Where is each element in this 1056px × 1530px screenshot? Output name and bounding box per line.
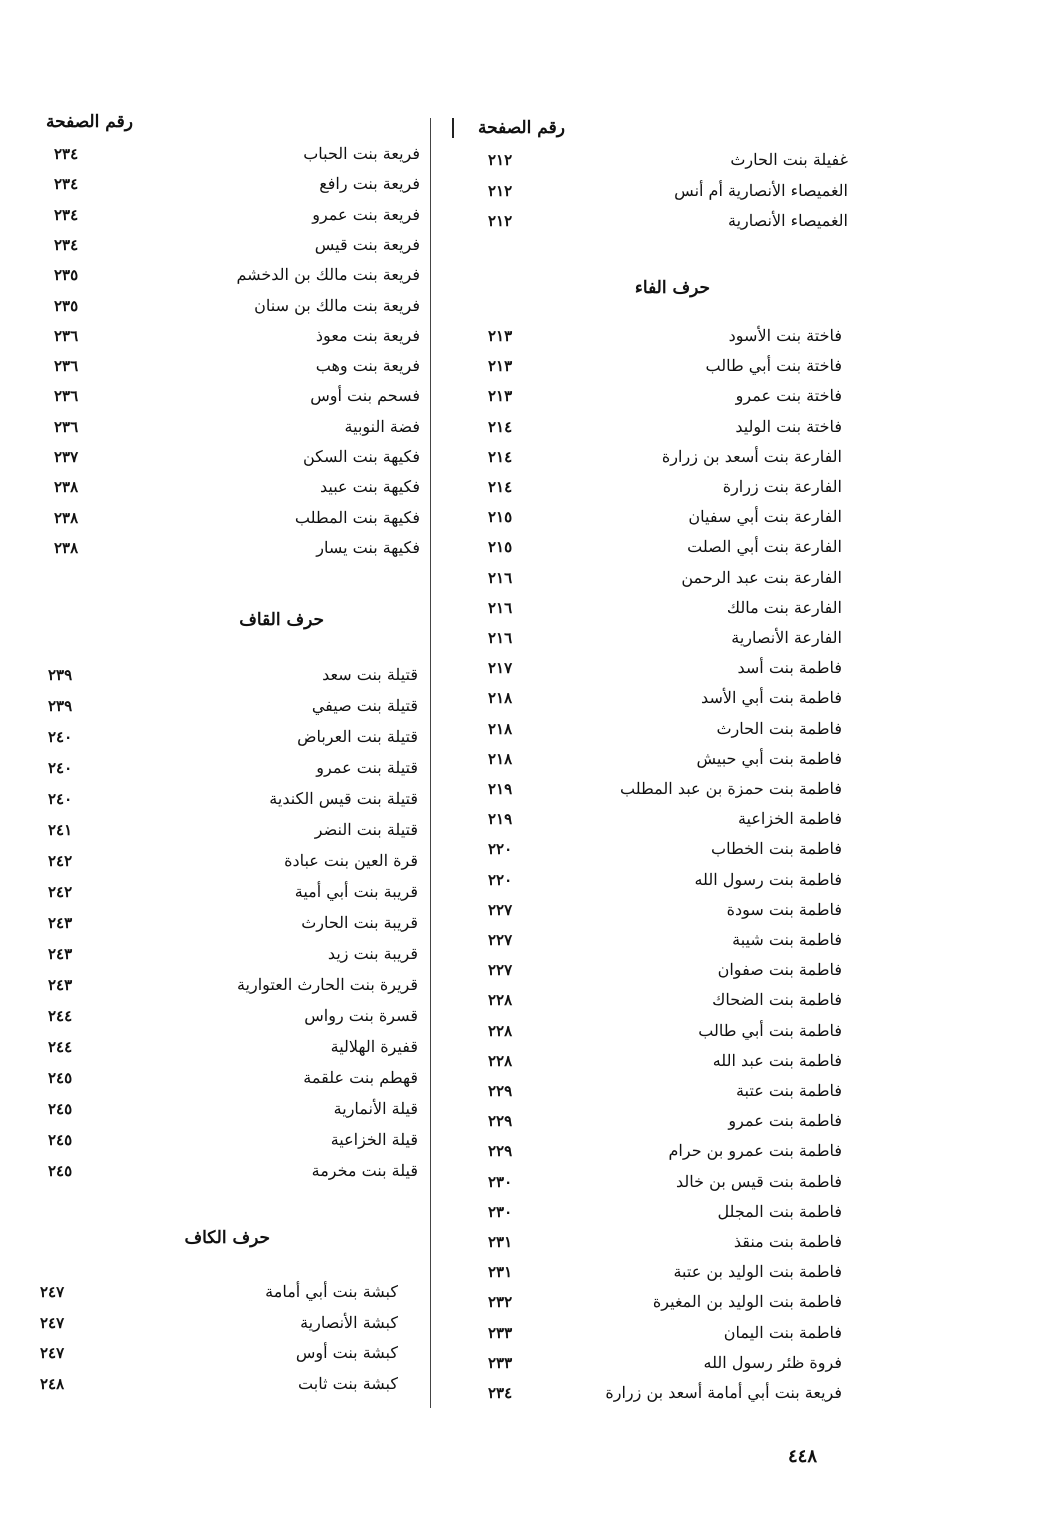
index-entry bbox=[40, 694, 420, 724]
entry-name: فاطمة بنت منقذ bbox=[733, 1232, 842, 1251]
entry-page-number: ٢٢٩ bbox=[488, 1142, 513, 1161]
entry-name: قريبة بنت أبي أمية bbox=[294, 882, 418, 901]
entry-name: فاطمة بنت المجلل bbox=[717, 1201, 842, 1221]
entry-name: فسحم بنت أوس bbox=[310, 386, 420, 406]
index-entry bbox=[440, 928, 860, 958]
entry-page-number: ٢٢٩ bbox=[488, 1082, 513, 1100]
entry-page-number: ٢١٢ bbox=[488, 181, 513, 200]
entry-page-number: ٢١٥ bbox=[488, 538, 513, 557]
index-entry bbox=[40, 1159, 420, 1189]
entry-name: فاطمة بنت شيبة bbox=[732, 930, 842, 949]
entry-page-number: ٢٣٩ bbox=[48, 666, 73, 684]
index-entry bbox=[40, 942, 420, 972]
entry-page-number: ٢٣٨ bbox=[54, 538, 79, 557]
index-entry bbox=[440, 958, 860, 988]
index-entry bbox=[40, 263, 420, 293]
entry-page-number: ٢١٨ bbox=[488, 689, 513, 708]
index-entry bbox=[40, 172, 420, 202]
index-entry bbox=[40, 1311, 420, 1341]
entry-page-number: ٢٢٧ bbox=[488, 931, 513, 949]
index-entry bbox=[440, 354, 860, 384]
index-entry bbox=[40, 725, 420, 755]
entry-name: قتيلة بنت العرباض bbox=[297, 727, 418, 746]
entry-name: فريعة بنت الحباب bbox=[303, 144, 420, 163]
entry-page-number: ٢١٤ bbox=[488, 417, 513, 436]
index-entry bbox=[440, 384, 860, 414]
entry-name: الفارعة بنت أسعد بن زرارة bbox=[661, 446, 842, 466]
entry-page-number: ٢١٥ bbox=[488, 508, 513, 527]
entry-page-number: ٢٤٣ bbox=[48, 945, 73, 963]
entry-page-number: ٢١٣ bbox=[488, 357, 513, 376]
index-entry bbox=[440, 324, 860, 354]
entry-name: كبشة بنت ثابت bbox=[298, 1373, 398, 1393]
index-entry bbox=[440, 148, 860, 178]
entry-name: قريرة بنت الحارث العتوارية bbox=[236, 975, 418, 994]
entry-page-number: ٢٣٤ bbox=[488, 1384, 513, 1402]
entry-page-number: ٢٤٣ bbox=[48, 976, 73, 994]
entry-name: قريبة بنت زيد bbox=[327, 944, 418, 963]
page-number: ٤٤٨ bbox=[788, 1446, 818, 1467]
entry-page-number: ٢٤٢ bbox=[48, 852, 73, 870]
index-entry bbox=[440, 209, 860, 239]
right-page-number-header: رقم الصفحة bbox=[478, 118, 565, 138]
entry-name: فاطمة بنت أسد bbox=[737, 658, 842, 678]
index-entry bbox=[440, 1109, 860, 1139]
entry-name: الفارعة بنت مالك bbox=[726, 597, 842, 617]
entry-name: فاطمة بنت اليمان bbox=[723, 1322, 842, 1342]
entry-name: فريعة بنت أبي أمامة أسعد بن زرارة bbox=[605, 1383, 842, 1402]
entry-name: الفارعة بنت أبي الصلت bbox=[687, 537, 842, 557]
entry-name: قهطم بنت علقمة bbox=[303, 1068, 418, 1087]
entry-name: قتيلة بنت قيس الكندية bbox=[269, 789, 418, 808]
entry-page-number: ٢١٦ bbox=[488, 568, 513, 587]
index-entry bbox=[440, 837, 860, 867]
entry-page-number: ٢٤٨ bbox=[40, 1374, 65, 1393]
entry-page-number: ٢٤٥ bbox=[48, 1131, 73, 1149]
entry-name: فريعة بنت مالك بن سنان bbox=[254, 295, 420, 315]
entry-page-number: ٢٣٢ bbox=[488, 1293, 513, 1312]
index-entry bbox=[440, 1230, 860, 1260]
entry-name: الفارعة بنت عبد الرحمن bbox=[681, 567, 842, 587]
entry-page-number: ٢١٩ bbox=[488, 780, 513, 798]
entry-name: فريعة بنت وهب bbox=[315, 356, 420, 376]
entry-name: الفارعة بنت أبي سفيان bbox=[688, 507, 842, 527]
index-entry bbox=[440, 868, 860, 898]
column-divider bbox=[430, 118, 431, 1408]
entry-page-number: ٢٣٠ bbox=[488, 1202, 513, 1221]
index-entry bbox=[40, 475, 420, 505]
index-entry bbox=[440, 747, 860, 777]
index-entry bbox=[40, 1128, 420, 1158]
entry-name: فريعة بنت عمرو bbox=[312, 204, 420, 224]
index-entry bbox=[40, 1341, 420, 1371]
entry-name: فاطمة بنت عمرو bbox=[728, 1111, 842, 1131]
index-entry bbox=[440, 1019, 860, 1049]
left-page-number-header: رقم الصفحة bbox=[46, 112, 133, 132]
entry-name: قيلة الأنمارية bbox=[333, 1099, 418, 1118]
entry-name: فاطمة بنت الحارث bbox=[716, 718, 842, 738]
entry-page-number: ٢٤٧ bbox=[40, 1283, 65, 1301]
entry-page-number: ٢٣٦ bbox=[54, 387, 79, 406]
entry-name: قتيلة بنت النضر bbox=[314, 820, 418, 839]
index-entry bbox=[440, 686, 860, 716]
index-entry bbox=[40, 1035, 420, 1065]
entry-page-number: ٢٢٧ bbox=[488, 900, 513, 919]
entry-name: كبشة الأنصارية bbox=[300, 1312, 398, 1332]
entry-page-number: ٢٤٤ bbox=[48, 1007, 73, 1025]
index-entry bbox=[440, 535, 860, 565]
entry-name: فكيهة بنت المطلب bbox=[294, 507, 420, 527]
entry-page-number: ٢٣١ bbox=[488, 1233, 513, 1251]
entry-page-number: ٢١٢ bbox=[488, 151, 513, 169]
entry-page-number: ٢٤٥ bbox=[48, 1069, 73, 1087]
entry-name: قفيرة الهلالية bbox=[330, 1037, 418, 1056]
entry-page-number: ٢٢٨ bbox=[488, 1021, 513, 1040]
entry-name: فاطمة الخزاعية bbox=[737, 809, 842, 829]
entry-page-number: ٢٤٠ bbox=[48, 790, 73, 808]
entry-name: قيلة بنت مخرمة bbox=[311, 1161, 418, 1180]
entry-name: فروة ظئر رسول الله bbox=[703, 1352, 842, 1372]
entry-name: فاطمة بنت قيس بن خالد bbox=[676, 1171, 842, 1191]
left-column bbox=[40, 0, 420, 1530]
index-entry bbox=[440, 656, 860, 686]
entry-page-number: ٢٣٨ bbox=[54, 478, 79, 497]
index-entry bbox=[440, 1260, 860, 1290]
entry-name: فكيهة بنت السكن bbox=[302, 447, 420, 466]
entry-page-number: ٢٤٤ bbox=[48, 1038, 73, 1056]
entry-page-number: ٢٣٤ bbox=[54, 175, 79, 194]
index-entry bbox=[40, 445, 420, 475]
index-entry bbox=[40, 536, 420, 566]
index-entry bbox=[440, 179, 860, 209]
index-entry bbox=[440, 777, 860, 807]
index-entry bbox=[40, 880, 420, 910]
section-heading-kaf: حرف الكاف bbox=[184, 1228, 270, 1248]
index-entry bbox=[40, 973, 420, 1003]
entry-page-number: ٢٣٦ bbox=[54, 326, 79, 345]
index-entry bbox=[440, 566, 860, 596]
entry-page-number: ٢١٤ bbox=[488, 447, 513, 466]
index-entry bbox=[40, 354, 420, 384]
entry-name: فاطمة بنت سودة bbox=[726, 899, 842, 919]
index-entry bbox=[40, 1066, 420, 1096]
index-entry bbox=[440, 898, 860, 928]
index-entry bbox=[40, 324, 420, 354]
entry-name: الغميصاء الأنصارية أم أنس bbox=[674, 180, 848, 200]
entry-name: كبشة بنت أوس bbox=[295, 1343, 398, 1362]
index-entry bbox=[440, 475, 860, 505]
index-entry bbox=[440, 596, 860, 626]
entry-name: غفيلة بنت الحارث bbox=[730, 150, 848, 169]
entry-name: فاختة بنت الأسود bbox=[728, 326, 842, 345]
entry-page-number: ٢٤٥ bbox=[48, 1100, 73, 1118]
entry-name: فريعة بنت قيس bbox=[314, 234, 420, 254]
entry-page-number: ٢١٦ bbox=[488, 598, 513, 617]
entry-page-number: ٢٣٤ bbox=[54, 145, 79, 163]
entry-name: فاختة بنت الوليد bbox=[735, 416, 842, 436]
entry-page-number: ٢٣٤ bbox=[54, 205, 79, 224]
index-entry bbox=[40, 818, 420, 848]
entry-page-number: ٢٣٥ bbox=[54, 296, 79, 315]
entry-name: فاطمة بنت الوليد بن عتبة bbox=[673, 1262, 842, 1282]
entry-name: فاطمة بنت حمزة بن عبد المطلب bbox=[620, 779, 842, 798]
entry-name: فاطمة بنت الخطاب bbox=[711, 839, 842, 859]
entry-page-number: ٢٣٧ bbox=[54, 448, 79, 466]
index-entry bbox=[40, 506, 420, 536]
index-entry bbox=[40, 384, 420, 414]
index-entry bbox=[40, 415, 420, 445]
entry-page-number: ٢٣٨ bbox=[54, 508, 79, 527]
index-entry bbox=[440, 1351, 860, 1381]
entry-name: قتيلة بنت سعد bbox=[322, 665, 418, 684]
entry-name: قتيلة بنت صيفي bbox=[311, 696, 418, 715]
index-entry bbox=[440, 1079, 860, 1109]
index-entry bbox=[40, 911, 420, 941]
index-entry bbox=[40, 1280, 420, 1310]
index-entry bbox=[440, 717, 860, 747]
entry-page-number: ٢١٨ bbox=[488, 719, 513, 738]
entry-name: فاطمة بنت عمرو بن حرام bbox=[668, 1141, 842, 1161]
entry-name: فكيهة بنت عبيد bbox=[319, 477, 420, 497]
entry-page-number: ٢٤١ bbox=[48, 821, 73, 839]
entry-page-number: ٢٢٠ bbox=[488, 840, 513, 859]
entry-name: فكيهة بنت يسار bbox=[316, 537, 420, 557]
entry-name: فاطمة بنت الوليد بن المغيرة bbox=[652, 1292, 842, 1312]
index-entry bbox=[440, 1139, 860, 1169]
entry-page-number: ٢٤٧ bbox=[40, 1344, 65, 1362]
entry-name: قريبة بنت الحارث bbox=[301, 913, 418, 932]
index-entry bbox=[440, 445, 860, 475]
index-entry bbox=[40, 1372, 420, 1402]
entry-name: فاطمة بنت رسول الله bbox=[694, 869, 842, 889]
index-entry bbox=[40, 787, 420, 817]
entry-name: كبشة بنت أبي أمامة bbox=[265, 1282, 398, 1301]
entry-page-number: ٢٣١ bbox=[488, 1263, 513, 1282]
index-entry bbox=[440, 807, 860, 837]
entry-page-number: ٢٤٢ bbox=[48, 883, 73, 901]
index-entry bbox=[440, 1170, 860, 1200]
entry-page-number: ٢١٣ bbox=[488, 387, 513, 406]
entry-page-number: ٢٢٠ bbox=[488, 870, 513, 889]
entry-name: فاطمة بنت صفوان bbox=[717, 960, 842, 980]
index-entry bbox=[40, 294, 420, 324]
index-entry bbox=[440, 1321, 860, 1351]
entry-page-number: ٢٤٧ bbox=[40, 1313, 65, 1332]
entry-page-number: ٢١٧ bbox=[488, 659, 513, 678]
entry-page-number: ٢٣٥ bbox=[54, 266, 79, 285]
entry-name: فاختة بنت عمرو bbox=[735, 386, 842, 406]
entry-page-number: ٢٢٨ bbox=[488, 1051, 513, 1070]
entry-page-number: ٢٣٣ bbox=[488, 1353, 513, 1372]
entry-page-number: ٢١٨ bbox=[488, 749, 513, 768]
right-column bbox=[440, 0, 860, 1530]
index-entry bbox=[40, 1004, 420, 1034]
index-entry bbox=[440, 1200, 860, 1230]
entry-name: فاختة بنت أبي طالب bbox=[705, 356, 842, 376]
column-top-mark bbox=[452, 118, 454, 138]
entry-page-number: ٢٣٠ bbox=[488, 1172, 513, 1191]
entry-name: قسرة بنت رواس bbox=[304, 1006, 418, 1025]
entry-name: فاطمة بنت أبي طالب bbox=[698, 1020, 842, 1040]
entry-page-number: ٢٢٩ bbox=[488, 1112, 513, 1131]
entry-page-number: ٢١٦ bbox=[488, 629, 513, 647]
entry-page-number: ٢٣٦ bbox=[54, 357, 79, 376]
entry-name: قتيلة بنت عمرو bbox=[316, 758, 418, 777]
entry-page-number: ٢٣٤ bbox=[54, 235, 79, 254]
entry-name: فريعة بنت رافع bbox=[319, 174, 420, 194]
index-entry bbox=[40, 233, 420, 263]
index-entry bbox=[40, 1097, 420, 1127]
entry-page-number: ٢١٢ bbox=[488, 212, 513, 230]
entry-page-number: ٢٣٦ bbox=[54, 417, 79, 436]
index-entry bbox=[440, 505, 860, 535]
entry-name: فاطمة بنت الضحاك bbox=[712, 990, 842, 1010]
entry-page-number: ٢٤٥ bbox=[48, 1162, 73, 1180]
entry-page-number: ٢٣٣ bbox=[488, 1323, 513, 1342]
entry-page-number: ٢١٤ bbox=[488, 478, 513, 496]
entry-page-number: ٢١٩ bbox=[488, 810, 513, 829]
index-entry bbox=[40, 663, 420, 693]
index-entry bbox=[440, 415, 860, 445]
section-heading-fa: حرف الفاء bbox=[634, 278, 710, 298]
entry-page-number: ٢٣٩ bbox=[48, 697, 73, 715]
index-entry bbox=[40, 142, 420, 172]
index-entry bbox=[440, 626, 860, 656]
entry-name: فريعة بنت معوذ bbox=[315, 325, 420, 345]
index-entry bbox=[440, 1381, 860, 1411]
entry-page-number: ٢٤٣ bbox=[48, 914, 73, 932]
entry-name: فاطمة بنت أبي الأسد bbox=[701, 688, 842, 708]
entry-name: قرة العين بنت عبادة bbox=[284, 851, 418, 870]
entry-name: الفارعة بنت زرارة bbox=[722, 477, 842, 496]
index-entry bbox=[40, 203, 420, 233]
entry-name: الغميصاء الأنصارية bbox=[727, 211, 848, 230]
index-entry bbox=[40, 756, 420, 786]
index-entry bbox=[40, 849, 420, 879]
index-entry bbox=[440, 1049, 860, 1079]
section-heading-qaf: حرف القاف bbox=[239, 610, 324, 630]
index-entry bbox=[440, 1290, 860, 1320]
entry-name: الفارعة الأنصارية bbox=[731, 628, 842, 647]
entry-page-number: ٢٤٠ bbox=[48, 759, 73, 777]
entry-page-number: ٢٢٧ bbox=[488, 961, 513, 980]
entry-page-number: ٢١٣ bbox=[488, 327, 513, 345]
entry-name: فاطمة بنت عبد الله bbox=[712, 1050, 842, 1070]
entry-name: فاطمة بنت أبي حبيش bbox=[696, 748, 842, 768]
entry-name: فضة النوبية bbox=[344, 416, 420, 436]
index-entry bbox=[440, 988, 860, 1018]
entry-name: فاطمة بنت عتبة bbox=[735, 1081, 842, 1100]
entry-name: فريعة بنت مالك بن الدخشم bbox=[236, 265, 420, 285]
entry-page-number: ٢٢٨ bbox=[488, 991, 513, 1010]
entry-page-number: ٢٤٠ bbox=[48, 728, 73, 746]
entry-name: قيلة الخزاعية bbox=[330, 1130, 418, 1149]
